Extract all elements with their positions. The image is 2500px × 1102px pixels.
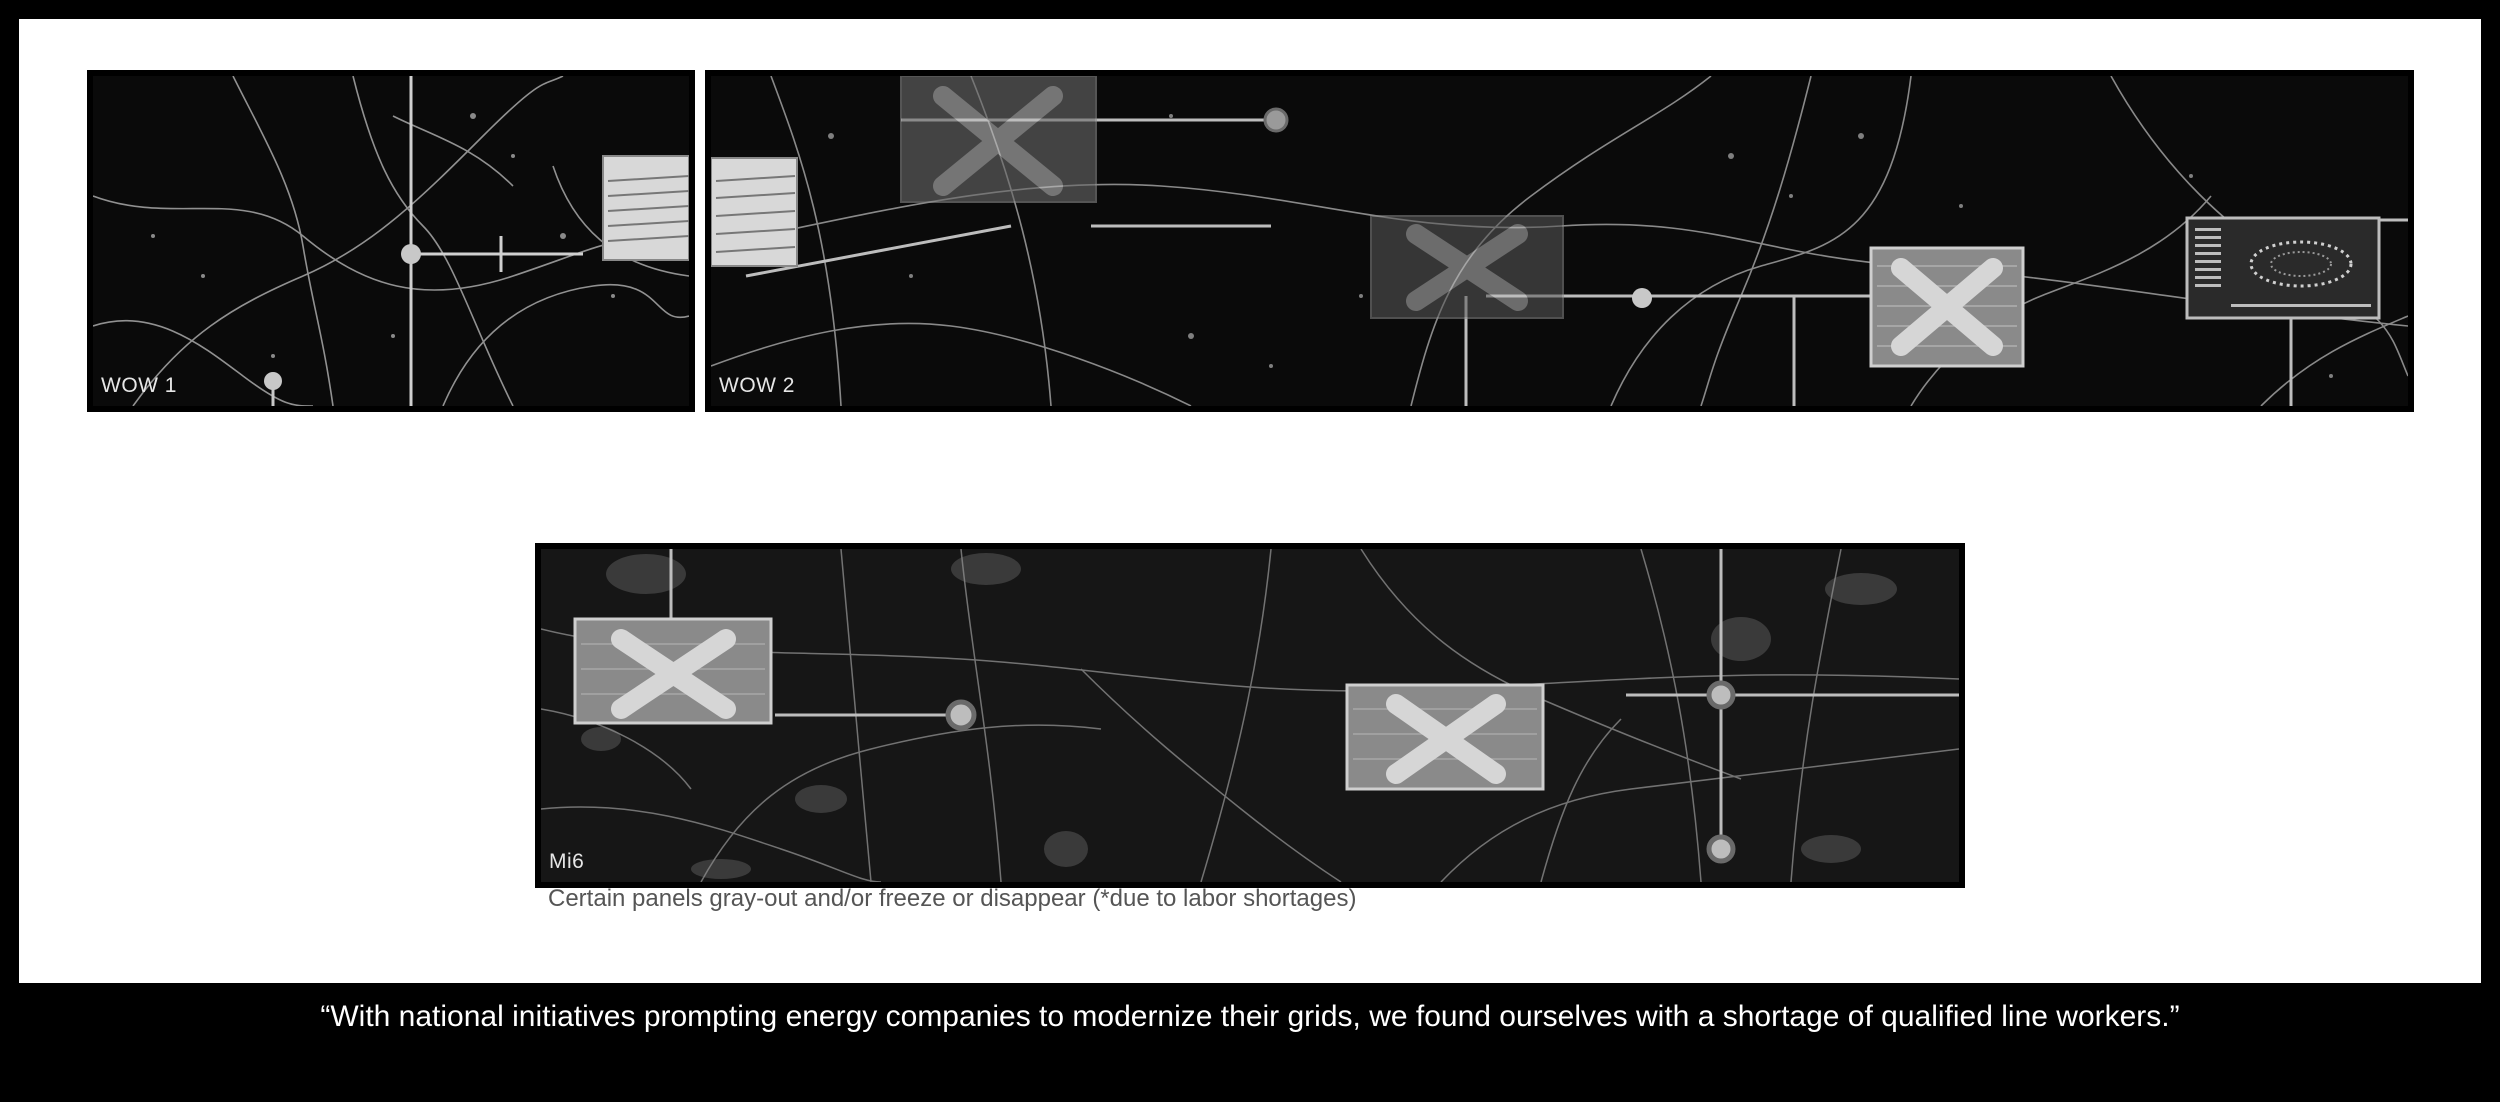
map-node-marker (401, 244, 421, 264)
disabled-panel-1 (901, 76, 1096, 202)
night-map-wow2 (711, 76, 2408, 406)
photo-thumbnail-trucks (603, 156, 689, 260)
disabled-panel-5 (1347, 685, 1543, 789)
panel-label: WOW 2 (719, 374, 795, 397)
photo-thumbnail-trucks (711, 158, 797, 266)
disabled-panel-2 (1371, 216, 1563, 318)
data-screen-thumbnail (2187, 218, 2379, 318)
panel-label: WOW 1 (101, 374, 177, 397)
panel-label: Mi6 (549, 850, 585, 873)
map-panel-mi6[interactable] (535, 543, 1965, 888)
night-map-wow1 (93, 76, 689, 406)
map-node-marker (1265, 109, 1287, 131)
dark-street-map-mi6 (541, 549, 1959, 882)
panel-caption: Certain panels gray-out and/or freeze or disappear (*due to labor shortages) (548, 885, 1357, 912)
disabled-panel-3 (1871, 248, 2023, 366)
map-node-marker (948, 702, 974, 728)
map-panel-wow2[interactable] (705, 70, 2414, 412)
map-node-marker (1709, 837, 1733, 861)
map-node-marker (1709, 683, 1733, 707)
quote-text: “With national initiatives prompting energy companies to modernize their grids, we found ourselves with a shortage of qualified line workers.” (320, 1000, 2180, 1033)
map-node-marker (1632, 288, 1652, 308)
map-panel-wow1[interactable] (87, 70, 695, 412)
disabled-panel-4 (575, 619, 771, 723)
